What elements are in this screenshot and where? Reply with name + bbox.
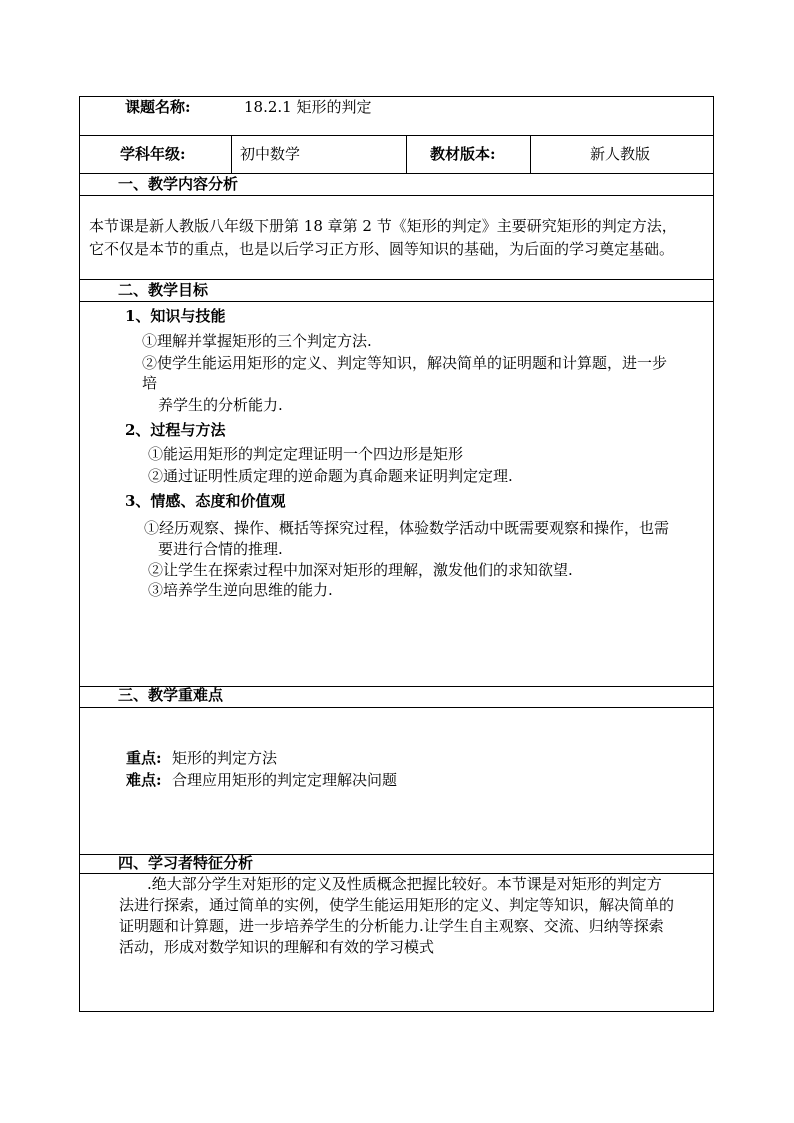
row-divider [80, 707, 713, 708]
subject-value: 初中数学 [240, 145, 301, 163]
topic-label: 课题名称: [125, 98, 191, 116]
learner-analysis-line: 活动，形成对数学知识的理解和有效的学习模式 [119, 938, 435, 956]
learner-analysis-line: .绝大部分学生对矩形的定义及性质概念把握比较好。本节课是对矩形的判定方 [147, 875, 662, 893]
learner-analysis-line: 证明题和计算题，进一步培养学生的分析能力.让学生自主观察、交流、归纳等探索 [119, 917, 664, 935]
content-analysis-line: 本节课是新人教版八年级下册第 18 章第 2 节《矩形的判定》主要研究矩形的判定方法， [89, 217, 677, 235]
subject-label: 学科年级: [120, 145, 186, 163]
edition-label: 教材版本: [430, 145, 496, 163]
objective-process-methods-title: 2、过程与方法 [125, 421, 226, 439]
objective-item: ①能运用矩形的判定定理证明一个四边形是矩形 [148, 445, 464, 463]
objective-item: ③培养学生逆向思维的能力. [148, 581, 333, 599]
column-divider [231, 135, 232, 173]
objective-item: ②让学生在探索过程中加深对矩形的理解，激发他们的求知欲望. [148, 561, 573, 579]
objective-item: ②使学生能运用矩形的定义、判定等知识，解决简单的证明题和计算题，进一步 [142, 354, 668, 372]
topic-value: 18.2.1 矩形的判定 [244, 98, 372, 116]
row-divider [80, 135, 713, 136]
objective-item: ②通过证明性质定理的逆命题为真命题来证明判定定理. [148, 467, 513, 485]
key-point-label: 重点: [126, 749, 162, 767]
row-divider [80, 195, 713, 196]
learner-analysis-line: 法进行探索，通过简单的实例，使学生能运用矩形的定义、判定等知识，解决简单的 [119, 896, 675, 914]
objective-knowledge-skills-title: 1、知识与技能 [125, 307, 226, 325]
section-title-learner-analysis: 四、学习者特征分析 [118, 854, 254, 872]
difficult-point-value: 合理应用矩形的判定定理解决问题 [172, 771, 398, 789]
row-divider [80, 279, 713, 280]
key-point-value: 矩形的判定方法 [172, 749, 278, 767]
objective-attitude-values-title: 3、情感、态度和价值观 [125, 492, 286, 510]
content-analysis-line: 它不仅是本节的重点，也是以后学习正方形、圆等知识的基础，为后面的学习奠定基础。 [89, 240, 675, 258]
section-title-key-difficult-points: 三、教学重难点 [118, 686, 224, 704]
objective-item: 养学生的分析能力. [158, 396, 283, 414]
objective-item: 要进行合情的推理. [158, 540, 283, 558]
column-divider [530, 135, 531, 173]
section-title-objectives: 二、教学目标 [118, 281, 209, 299]
column-divider [406, 135, 407, 173]
row-divider [80, 301, 713, 302]
section-title-content-analysis: 一、教学内容分析 [118, 175, 239, 193]
row-divider [80, 173, 713, 174]
row-divider [80, 873, 713, 874]
objective-item: ①经历观察、操作、概括等探究过程，体验数学活动中既需要观察和操作，也需 [144, 519, 670, 537]
edition-value: 新人教版 [590, 145, 651, 163]
difficult-point-label: 难点: [126, 771, 162, 789]
objective-item: ①理解并掌握矩形的三个判定方法. [142, 332, 372, 350]
objective-item: 培 [142, 374, 158, 392]
